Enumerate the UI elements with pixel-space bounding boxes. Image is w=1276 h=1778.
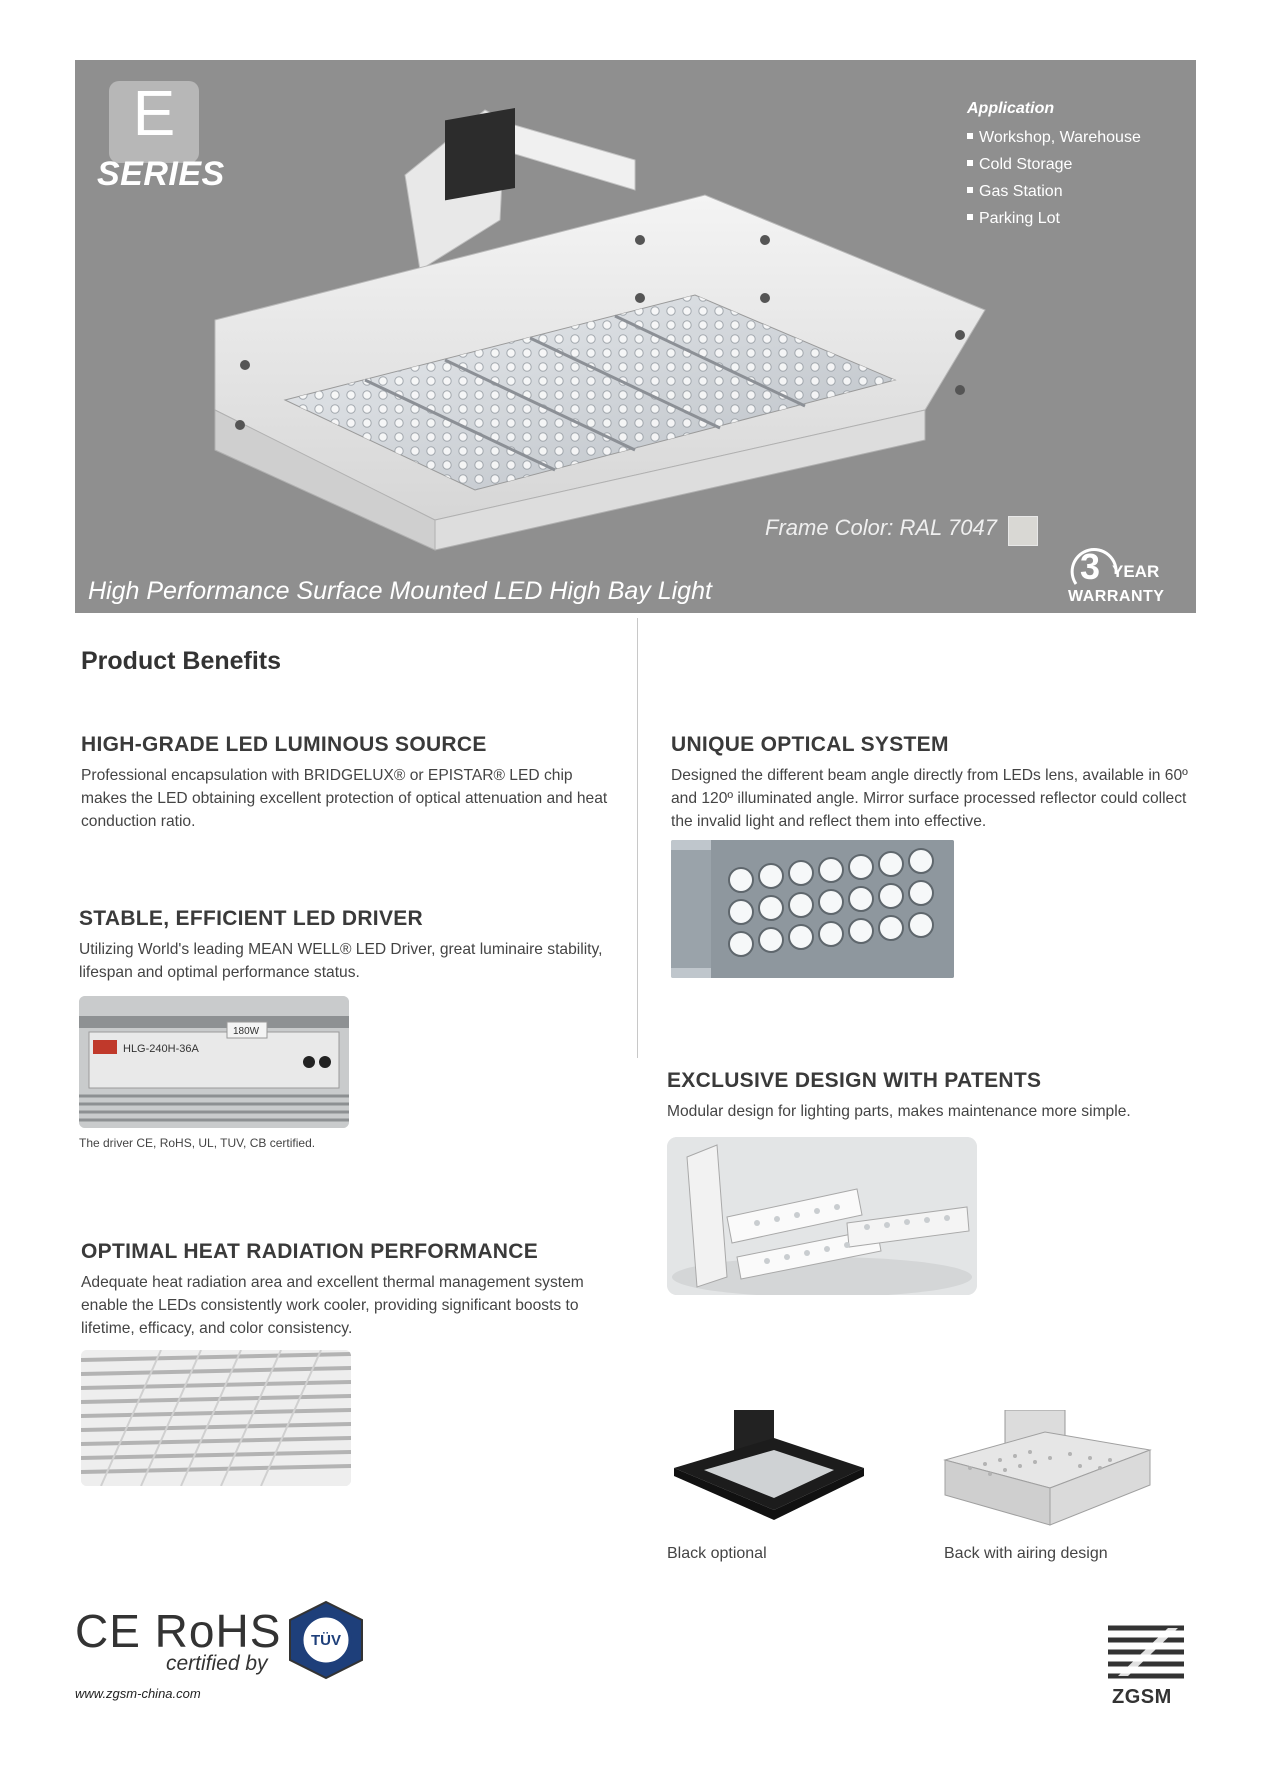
- ce-rohs-marks: CE RoHS: [75, 1605, 282, 1657]
- bullet-icon: [967, 160, 973, 166]
- application-title: Application: [967, 100, 1055, 117]
- feature-title: UNIQUE OPTICAL SYSTEM: [671, 733, 949, 756]
- driver-caption: The driver CE, RoHS, UL, TUV, CB certified.: [79, 1136, 316, 1150]
- driver-model-label: HLG-240H-36A: [123, 1043, 199, 1055]
- bullet-icon: [967, 187, 973, 193]
- back-airing-photo: [940, 1410, 1155, 1538]
- modular-design-image: [667, 1137, 977, 1295]
- feature-text: Utilizing World's leading MEAN WELL® LED Driver, great luminaire stability, lifespan and optimal performance status.: [79, 941, 603, 981]
- certified-by-label: certified by: [166, 1652, 268, 1675]
- back-airing-image: [940, 1410, 1155, 1538]
- optical-lens-image: [671, 840, 954, 978]
- hero-banner: [75, 60, 1196, 613]
- optical-lens-photo: [671, 840, 954, 978]
- feature-text: Modular design for lighting parts, makes maintenance more simple.: [667, 1103, 1131, 1120]
- feature-led-driver: [79, 907, 619, 984]
- hero-caption: High Performance Surface Mounted LED High Bay Light: [88, 577, 712, 605]
- bullet-icon: [967, 214, 973, 220]
- bullet-icon: [967, 133, 973, 139]
- feature-text: Adequate heat radiation area and excellent thermal management system enable the LEDs consistently work cooler, providing significant boosts to lifetime, efficacy, and color consistency.: [81, 1274, 584, 1337]
- feature-title: EXCLUSIVE DESIGN WITH PATENTS: [667, 1069, 1042, 1092]
- application-item: Gas Station: [967, 178, 1141, 205]
- modular-design-photo: [667, 1137, 977, 1295]
- feature-luminous-source: [81, 733, 621, 833]
- application-block: [967, 100, 1141, 232]
- heat-sink-image: [81, 1350, 351, 1486]
- zgsm-logo-icon: [1098, 1614, 1194, 1686]
- tuv-seal-icon: [286, 1600, 366, 1680]
- feature-title: STABLE, EFFICIENT LED DRIVER: [79, 907, 424, 930]
- back-airing-caption: Back with airing design: [944, 1545, 1108, 1562]
- application-item: Cold Storage: [967, 151, 1141, 178]
- section-title: Product Benefits: [81, 647, 282, 675]
- feature-optical-system: [671, 733, 1211, 833]
- feature-text: Professional encapsulation with BRIDGELUX® or EPISTAR® LED chip makes the LED obtaining excellent protection of optical attenuation and heat conduction ratio.: [81, 767, 608, 830]
- website-link[interactable]: www.zgsm-china.com: [75, 1686, 201, 1701]
- application-item: Parking Lot: [967, 205, 1141, 232]
- frame-color-label: Frame Color: RAL 7047: [765, 515, 997, 540]
- black-optional-caption: Black optional: [667, 1545, 767, 1562]
- heat-sink-photo: [81, 1350, 351, 1486]
- feature-heat-radiation: [81, 1240, 621, 1340]
- warranty-number: 3: [1080, 546, 1101, 587]
- warranty-year: YEAR: [1112, 562, 1160, 581]
- feature-title: HIGH-GRADE LED LUMINOUS SOURCE: [81, 733, 487, 756]
- feature-text: Designed the different beam angle directly from LEDs lens, available in 60º and 120º illuminated angle. Mirror surface processed reflector could collect the invalid light and reflect them into effective.: [671, 767, 1188, 830]
- application-list: [967, 124, 1141, 232]
- series-word: SERIES: [97, 155, 225, 193]
- warranty-word: WARRANTY: [1068, 588, 1165, 605]
- series-letter: E: [132, 77, 176, 149]
- black-fixture-image: [664, 1410, 874, 1530]
- warranty-badge: [1060, 542, 1170, 608]
- application-item: Workshop, Warehouse: [967, 124, 1141, 151]
- driver-power-label: 180W: [233, 1026, 260, 1037]
- black-optional-photo: [664, 1410, 874, 1530]
- frame-color-swatch: [1008, 516, 1038, 546]
- column-divider: [637, 618, 638, 1058]
- zgsm-brand-name: ZGSM: [1112, 1686, 1172, 1708]
- led-driver-photo: [79, 996, 349, 1128]
- feature-patents: [667, 1069, 1207, 1123]
- led-driver-image: [79, 996, 349, 1128]
- feature-title: OPTIMAL HEAT RADIATION PERFORMANCE: [81, 1240, 539, 1263]
- tuv-seal-label: TÜV: [311, 1632, 341, 1649]
